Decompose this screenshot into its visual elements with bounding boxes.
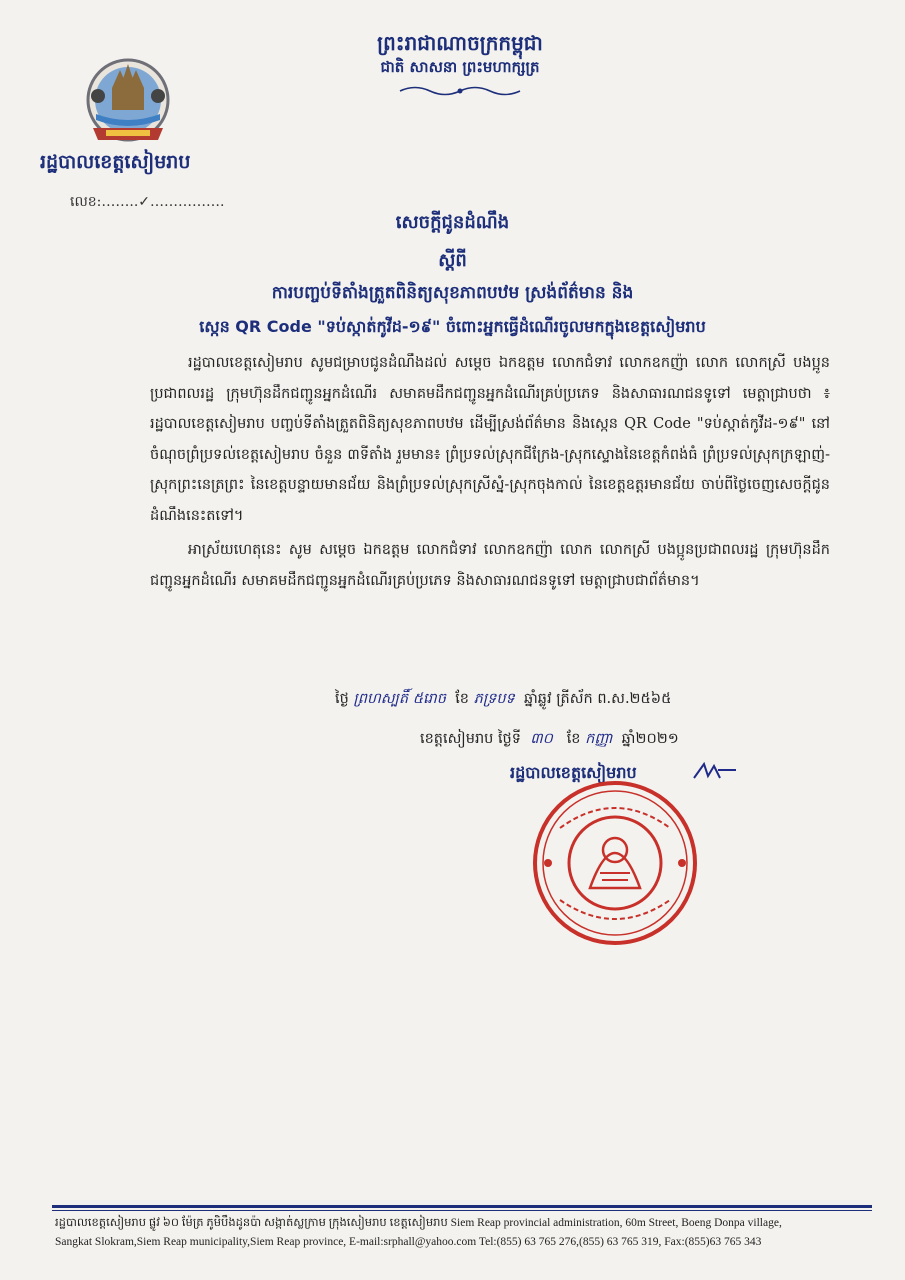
provincial-logo [78, 48, 178, 148]
national-motto: ជាតិ សាសនា ព្រះមហាក្សត្រ [380, 58, 540, 76]
body-paragraph-2: អាស្រ័យហេតុនេះ សូម សម្តេច ឯកឧត្តម លោកជំទាវ លោកឧកញ៉ា លោក លោកស្រី បងប្អូនប្រជាពលរដ្ឋ ក្រុមហ៊ុនដឹកជញ្ជូនអ្នកដំណើរ សមាគមដឹកជញ្ជូនអ្នកដំណើរគ្រប់ប្រភេទ និងសាធារណជនទូទៅ មេត្តាជ្រាបជាព័ត៌មាន។ [150, 542, 830, 589]
body-paragraph-1: រដ្ឋបាលខេត្តសៀមរាប សូមជម្រាបជូនដំណឹងដល់ សម្តេច ឯកឧត្តម លោកជំទាវ លោកឧកញ៉ា លោក លោកស្រី បងប្អូនប្រជាពលរដ្ឋ ក្រុមហ៊ុនដឹកជញ្ជូនអ្នកដំណើរ សមាគមដឹកជញ្ជូនអ្នកដំណើរគ្រប់ប្រភេទ និងសាធារណជនទូទៅ មេត្តាជ្រាបថា ៖ រដ្ឋបាលខេត្តសៀមរាប បញ្ចប់ទីតាំងត្រួតពិនិត្យសុខភាពបឋម ដើម្បីស្រង់ព័ត៌មាន និងស្កេន QR Code "ទប់ស្កាត់កូវីដ-១៩" នៅចំណុចព្រំប្រទល់ខេត្តសៀមរាប ចំនួន ៣ទីតាំង រួមមាន៖ ព្រំប្រទល់ស្រុកជីក្រែង-ស្រុកស្ទោងនៃខេត្តកំពង់ធំ ព្រំប្រទល់ស្រុកក្រឡាញ់-ស្រុកព្រះនេត្រព្រះ នៃខេត្តបន្ទាយមានជ័យ និងព្រំប្រទល់ស្រុកស្រីស្នំ-ស្រុកចុងកាល់ នៃខេត្តឧត្តរមានជ័យ ចាប់ពីថ្ងៃចេញសេចក្តីជូនដំណឹងនេះតទៅ។ [150, 355, 830, 524]
lunar-day-handwritten: ព្រហស្បតិ៍ ៥រោច [353, 691, 446, 707]
title-subject-line-1: ការបញ្ចប់ទីតាំងត្រួតពិនិត្យសុខភាពបឋម ស្រង់ព័ត៌មាន និង [271, 283, 634, 303]
notice-body [150, 348, 830, 596]
footer-address-line: រដ្ឋបាលខេត្តសៀមរាប ផ្លូវ ៦០ ម៉ែត្រ ភូមិបឹងដូនប៉ា សង្កាត់ស្លក្រាម ក្រុងសៀមរាប ខេត្តសៀមរាប Siem Reap provincial administration, 60m Street, Boeng Donpa village, [55, 1217, 782, 1229]
title-subject-label: ស្តីពី [438, 250, 467, 271]
reference-number: លេខ:……..✓……………. [70, 194, 225, 210]
footer-rule-thin [52, 1210, 872, 1211]
solar-date-line [420, 730, 840, 751]
kingdom-heading: ព្រះរាជាណាចក្រកម្ពុជា [377, 31, 543, 55]
signatory-title: រដ្ឋបាលខេត្តសៀមរាប [510, 763, 637, 782]
title-subject-line-2: ស្កេន QR Code "ទប់ស្កាត់កូវីដ-១៩" ចំពោះអ្នកធ្វើដំណើរចូលមកក្នុងខេត្តសៀមរាប [199, 317, 706, 336]
lunar-date-prefix: ថ្ងៃ [335, 691, 349, 707]
heading-ornament [395, 84, 525, 98]
solar-day-handwritten: ៣០ [530, 731, 553, 747]
solar-month-label: ខែ [566, 731, 581, 747]
lunar-month-handwritten: ភទ្របទ [473, 691, 515, 707]
footer-rule [52, 1205, 872, 1208]
footer-contact [55, 1214, 870, 1252]
lunar-year: ឆ្នាំឆ្លូវ ត្រីស័ក ព.ស.២៥៦៥ [523, 691, 672, 707]
lunar-month-label: ខែ [455, 691, 469, 707]
issuing-authority: រដ្ឋបាលខេត្តសៀមរាប [40, 151, 191, 173]
solar-month-handwritten: កញ្ញា [585, 731, 613, 747]
solar-date-prefix: ខេត្តសៀមរាប ថ្ងៃទី [420, 731, 521, 747]
official-seal [530, 778, 700, 948]
footer-contact-line: Sangkat Slokram,Siem Reap municipality,Siem Reap province, E-mail:srphall@yahoo.com Tel:(855) 63 765 276,(855) 63 765 319, Fax:(855)63 765 343 [55, 1236, 762, 1248]
lunar-date-line [335, 690, 840, 711]
solar-year: ឆ្នាំ២០២១ [621, 731, 679, 747]
document-title: សេចក្តីជូនដំណឹង [395, 212, 510, 233]
